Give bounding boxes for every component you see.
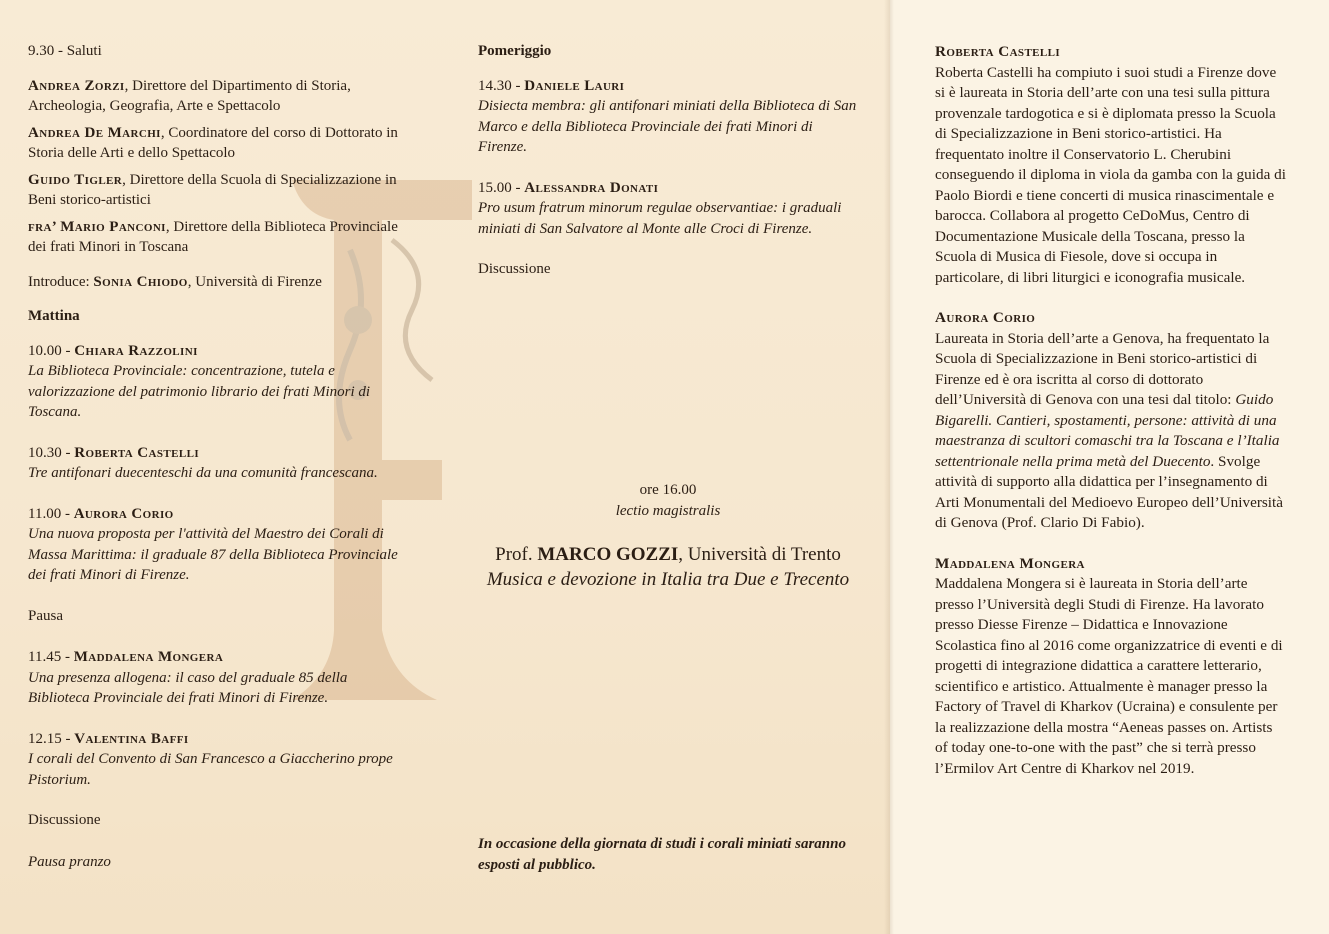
talk-time: 11.00 - <box>28 505 74 522</box>
talk-heading <box>28 443 408 464</box>
bio-text <box>935 574 1287 779</box>
greeting-role: , Direttore della Scuola di Specializzazione in Beni storico-artistici <box>28 171 397 208</box>
bio-text <box>935 329 1287 534</box>
talk-item <box>28 341 408 423</box>
bio-text-segment: Maddalena Mongera si è laureata in Storia dell’arte presso l’Università degli Studi di Firenze. Ha lavorato presso Diesse Firenze – Didattica e Innovazione Scolastica fino al 2016 come organizzatrice di eventi e di progetti di integrazione didattica a carattere letterario, scientifico e artistico. Attualmente è manager presso la Factory of Travel di Kharkov (Ucraina) e consulente per la realizzazione della mostra “Aeneas passes on. Artists of today one-to-one with the past” che si terrà presso l’Ermilov Art Centre di Kharkov nel 2019. <box>935 575 1283 777</box>
talk-time: 10.00 - <box>28 342 75 359</box>
talk-item <box>28 504 408 586</box>
talk-speaker: Maddalena Mongera <box>73 649 224 665</box>
talk-title: Pro usum fratrum minorum regulae observantiae: i graduali miniati di San Salvatore al Monte alle Croci di Firenze. <box>478 200 842 237</box>
talk-title: Una nuova proposta per l'attività del Maestro dei Corali di Massa Marittima: il graduale 87 della Biblioteca Provinciale dei frati Minori di Firenze. <box>28 526 398 583</box>
greeting-name: fra’ Mario Panconi <box>28 218 166 235</box>
bio-text-segment: Laureata in Storia dell’arte a Genova, ha frequentato la Scuola di Specializzazione in Beni storico-artistici di Firenze ed è ora iscritta al corso di dottorato dell’Università di Genova con una tesi dal titolo: <box>935 329 1270 408</box>
talk-heading <box>478 76 858 97</box>
lunch-break-label: Pausa pranzo <box>28 853 111 870</box>
afternoon-talks <box>478 76 858 240</box>
talk-speaker: Chiara Razzolini <box>74 342 198 359</box>
talk-speaker: Alessandra Donati <box>524 179 659 196</box>
greetings-list <box>28 76 408 258</box>
introducer-name: Sonia Chiodo <box>93 273 188 290</box>
greeting-item <box>28 217 408 258</box>
greeting-name: Andrea De Marchi <box>28 124 161 141</box>
lectio-title: Musica e devozione in Italia tra Due e Trecento <box>486 569 850 590</box>
bio-thesis-title: Guido Bigarelli. Cantieri, spostamenti, persone: attività di una maestranza di scultori comaschi tra la Toscana e l’Italia settentrionale nella prima metà del Duecento <box>935 391 1280 470</box>
introduction-line: Introduce: Sonia Chiodo, Università di Firenze <box>28 273 322 290</box>
lectio-speaker: Prof. MARCO GOZZI, Università di Trento <box>495 544 841 565</box>
talk-heading <box>28 341 408 362</box>
talk-time: 12.15 - <box>28 730 75 747</box>
talk-time: 15.00 - <box>478 179 525 196</box>
pause-label: Pausa <box>28 607 63 624</box>
bio-text-segment: . Svolge attività di supporto alla didattica per l’insegnamento di Arti Monumentali del Medioevo Europeo dell’Università di Genova (Prof. Clario Di Fabio). <box>935 452 1283 531</box>
lectio-speaker-block <box>478 542 858 592</box>
morning-heading: Mattina <box>28 308 80 324</box>
talk-speaker: Aurora Corio <box>73 505 174 522</box>
late-morning-talks <box>28 647 408 790</box>
lectio-label: lectio magistralis <box>615 503 721 519</box>
bio-name: Roberta Castelli <box>935 43 1061 60</box>
talk-item <box>478 76 858 158</box>
greeting-name: Andrea Zorzi <box>28 77 125 94</box>
greeting-role: , Direttore della Biblioteca Provinciale dei frati Minori in Toscana <box>28 218 398 255</box>
afternoon-heading: Pomeriggio <box>478 43 552 59</box>
discussion-label: Discussione <box>28 812 101 828</box>
talk-heading <box>28 504 408 525</box>
talk-item <box>28 443 408 484</box>
talk-item <box>478 178 858 240</box>
exhibition-note: In occasione della giornata di studi i corali miniati saranno esposti al pubblico. <box>478 836 846 873</box>
lectio-block <box>478 480 858 522</box>
afternoon-discussion-label: Discussione <box>478 261 551 277</box>
speaker-bios-column <box>935 42 1287 799</box>
talk-time: 14.30 - <box>478 77 525 94</box>
bio-text <box>935 63 1287 289</box>
bio-text-segment: Roberta Castelli ha compiuto i suoi studi a Firenze dove si è laureata in Storia dell’arte con una tesi sulla pittura provenzale tardogotica e si è diplomata presso la Scuola di Specializzazione in Beni storico-artistici. Ha frequentato inoltre il Conservatorio L. Cherubini conseguendo il diploma in viola da gamba con la guida di Paolo Biordi e tiene concerti di musica rinascimentale e barocca. Collabora al progetto CeDoMus, Centro di Documentazione Musicale della Toscana, presso la Scuola di Musica di Fiesole, dove si occupa in particolare, di libri liturgici e iconografia musicale. <box>935 63 1286 286</box>
program-column-morning <box>28 41 408 872</box>
greeting-item <box>28 170 408 211</box>
talk-speaker: Valentina Baffi <box>74 730 189 747</box>
talk-heading <box>478 178 858 199</box>
bio-name: Aurora Corio <box>935 309 1036 326</box>
talk-title: Una presenza allogena: il caso del graduale 85 della Biblioteca Provinciale dei frati Minori di Firenze. <box>28 669 348 706</box>
talk-item <box>28 647 408 709</box>
greeting-role: , Direttore del Dipartimento di Storia, Archeologia, Geografia, Arte e Spettacolo <box>28 77 351 114</box>
talk-item <box>28 729 408 791</box>
program-column-afternoon <box>478 41 858 280</box>
talk-speaker: Daniele Lauri <box>524 77 625 94</box>
morning-talks <box>28 341 408 586</box>
bio-name: Maddalena Mongera <box>935 554 1085 572</box>
greeting-item <box>28 76 408 117</box>
lectio-time: ore 16.00 <box>639 482 697 498</box>
talk-title: La Biblioteca Provinciale: concentrazione, tutela e valorizzazione del patrimonio librario dei frati Minori di Toscana. <box>28 363 371 420</box>
talk-title: I corali del Convento di San Francesco a Giaccherino prope Pistorium. <box>28 751 393 788</box>
lectio-speaker-name: MARCO GOZZI <box>537 544 679 565</box>
talk-speaker: Roberta Castelli <box>74 444 200 461</box>
talk-title: Disiecta membra: gli antifonari miniati della Biblioteca di San Marco e della Biblioteca Provinciale dei frati Minori di Firenze. <box>478 98 857 155</box>
speaker-bio <box>935 42 1287 288</box>
talk-heading <box>28 729 408 750</box>
page-fold <box>884 0 894 934</box>
speaker-bio <box>935 308 1287 534</box>
talk-heading <box>28 647 408 668</box>
welcome-line: 9.30 - Saluti <box>28 43 102 59</box>
greeting-role: , Coordinatore del corso di Dottorato in Storia delle Arti e dello Spettacolo <box>28 124 398 161</box>
greeting-name: Guido Tigler <box>28 171 123 188</box>
greeting-item <box>28 123 408 164</box>
talk-title: Tre antifonari duecenteschi da una comunità francescana. <box>28 465 378 481</box>
talk-time: 11.45 - <box>28 649 74 665</box>
talk-time: 10.30 - <box>28 444 75 461</box>
speaker-bio <box>935 554 1287 780</box>
